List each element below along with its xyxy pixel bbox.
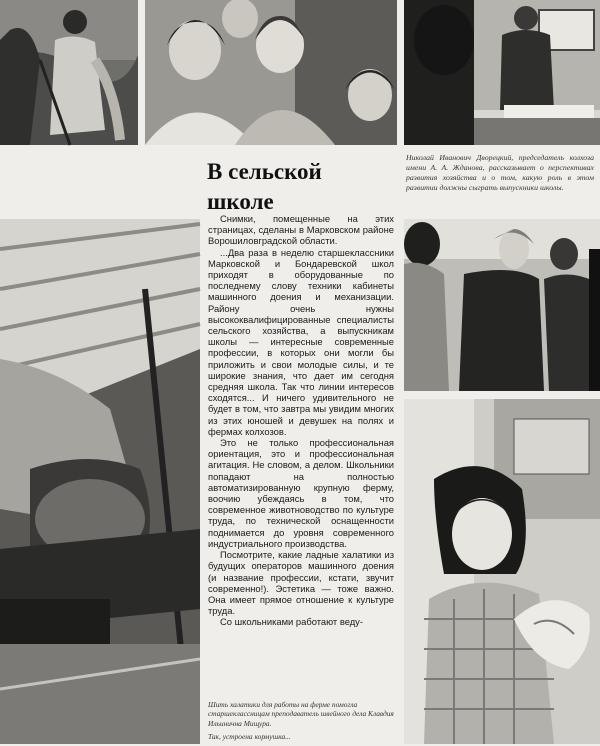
photo-milking-equipment [0, 219, 200, 744]
photo-caption-sewing: Шить халатики для работы на ферме помогла старшеклассницам преподаватель швейного дела Клавдия Ильинична Мищура. [208, 700, 394, 728]
article-paragraph: Снимки, помещенные на этих страницах, сделаны в Марковском районе Ворошиловградской области. [208, 213, 394, 247]
article-title-line-2: школе [207, 189, 274, 214]
article-title-line-1: В сельской [207, 159, 322, 184]
article-paragraph: Посмотрите, какие ладные халатики из будущих операторов машинного доения (и название профессии, кстати, звучит современно!). Эстетика — тоже важно. Она имеет прямое отношение к культуре труда. [208, 549, 394, 617]
article-paragraph: Это не только профессиональная ориентация, это и профессиональная агитация. Не словом, а делом. Школьники попадают на полностью автоматизированную крупную ферму, воочию убеждаясь в том, что современное животноводство по культуре труда, по технической оснащенности поднимается до уровня современного индустриального производства. [208, 437, 394, 549]
photo-captions-bottom [208, 700, 394, 746]
article-body [208, 213, 394, 628]
photo-girls-sewing-class [404, 219, 600, 391]
article-title [207, 157, 357, 217]
photo-girl-outdoors [0, 0, 138, 145]
photo-caption-top: Николай Иванович Дворецкий, председатель колхоза имени А. А. Жданова, рассказывает о перспективах развития хозяйства и о том, какую роль в этом развитии должны сыграть выпускники школы. [406, 153, 594, 192]
photo-chairman-lecture [404, 0, 600, 145]
article-paragraph: Со школьниками работают веду- [220, 616, 363, 628]
photo-caption-feeder: Так, устроена кормушка... [208, 732, 291, 742]
article-paragraph: ...Два раза в неделю старшеклассники Марковской и Бондаревской школ приходят в оборудованные по последнему слову техники кабинеты машинного доения и механизации. Району очень нужны высококвалифицированные специалисты сельского хозяйства, а выпускникам школы — интересные современные профессии, в которых они могли бы приложить и свои молодые силы, и те широкие знания, что дает им сегодня средняя школа. Так что линии интересов сходятся... И ничего удивительного не будет в том, что завтра мы увидим многих из этих юношей и девушек на полях и фермах колхозов. [208, 246, 394, 437]
photo-smiling-student [404, 399, 600, 744]
photo-students-group [145, 0, 397, 145]
